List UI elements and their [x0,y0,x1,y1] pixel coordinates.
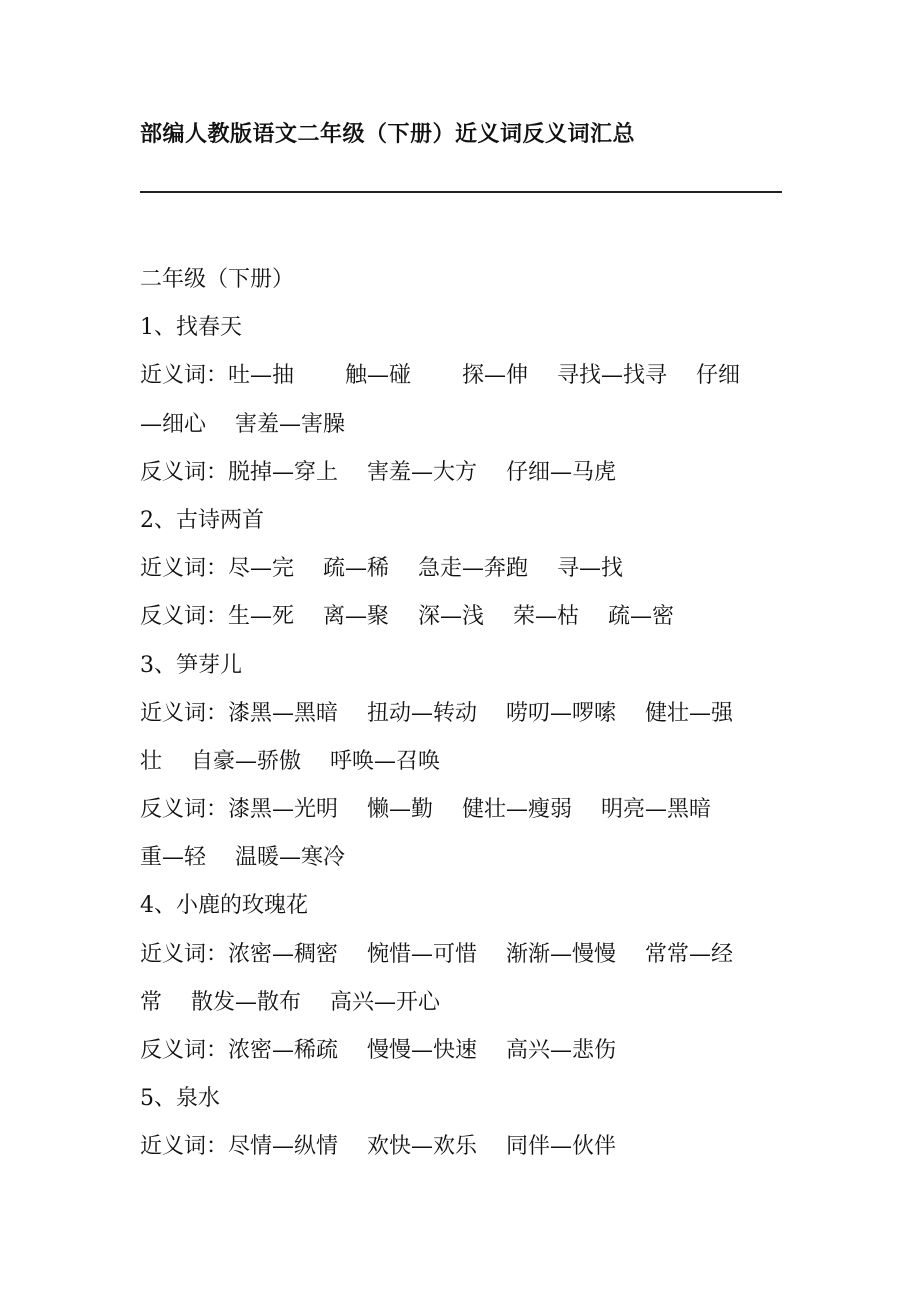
title-divider [140,191,782,193]
section-heading-grade: 二年级（下册） [140,267,295,292]
document-title: 部编人教版语文二年级（下册）近义词反义词汇总 [140,121,636,147]
lesson-heading-1: 1、找春天 [140,315,242,341]
antonyms-line-3b: 重—轻 温暖—寒冷 [140,845,345,871]
antonyms-line-2: 反义词：生—死 离—聚 深—浅 荣—枯 疏—密 [140,604,674,630]
synonyms-line-3a: 近义词：漆黑—黑暗 扭动—转动 唠叨—啰嗦 健壮—强 [140,700,733,726]
antonyms-line-3a: 反义词：漆黑—光明 懒—勤 健壮—瘦弱 明亮—黑暗 [140,797,711,823]
antonyms-line-1: 反义词：脱掉—穿上 害羞—大方 仔细—马虎 [140,459,616,485]
antonyms-line-4: 反义词：浓密—稀疏 慢慢—快速 高兴—悲伤 [140,1038,616,1063]
lesson-heading-3: 3、笋芽儿 [140,652,242,678]
synonyms-line-4a: 近义词：浓密—稠密 惋惜—可惜 渐渐—慢慢 常常—经 [140,941,733,967]
lesson-heading-2: 2、古诗两首 [140,507,264,533]
lesson-heading-4: 4、小鹿的玫瑰花 [140,893,308,919]
document-body [140,256,782,1172]
lesson-heading-5: 5、泉水 [140,1086,220,1112]
synonyms-line-2: 近义词：尽—完 疏—稀 急走—奔跑 寻—找 [140,556,623,582]
synonyms-line-3b: 壮 自豪—骄傲 呼唤—召唤 [140,748,440,774]
synonyms-line-5: 近义词：尽情—纵情 欢快—欢乐 同伴—伙伴 [140,1134,616,1160]
synonyms-line-1a: 近义词：吐—抽 触—碰 探—伸 寻找—找寻 仔细 [140,363,740,389]
synonyms-line-1b: —细心 害羞—害臊 [140,411,345,437]
synonyms-line-4b: 常 散发—散布 高兴—开心 [140,989,440,1015]
